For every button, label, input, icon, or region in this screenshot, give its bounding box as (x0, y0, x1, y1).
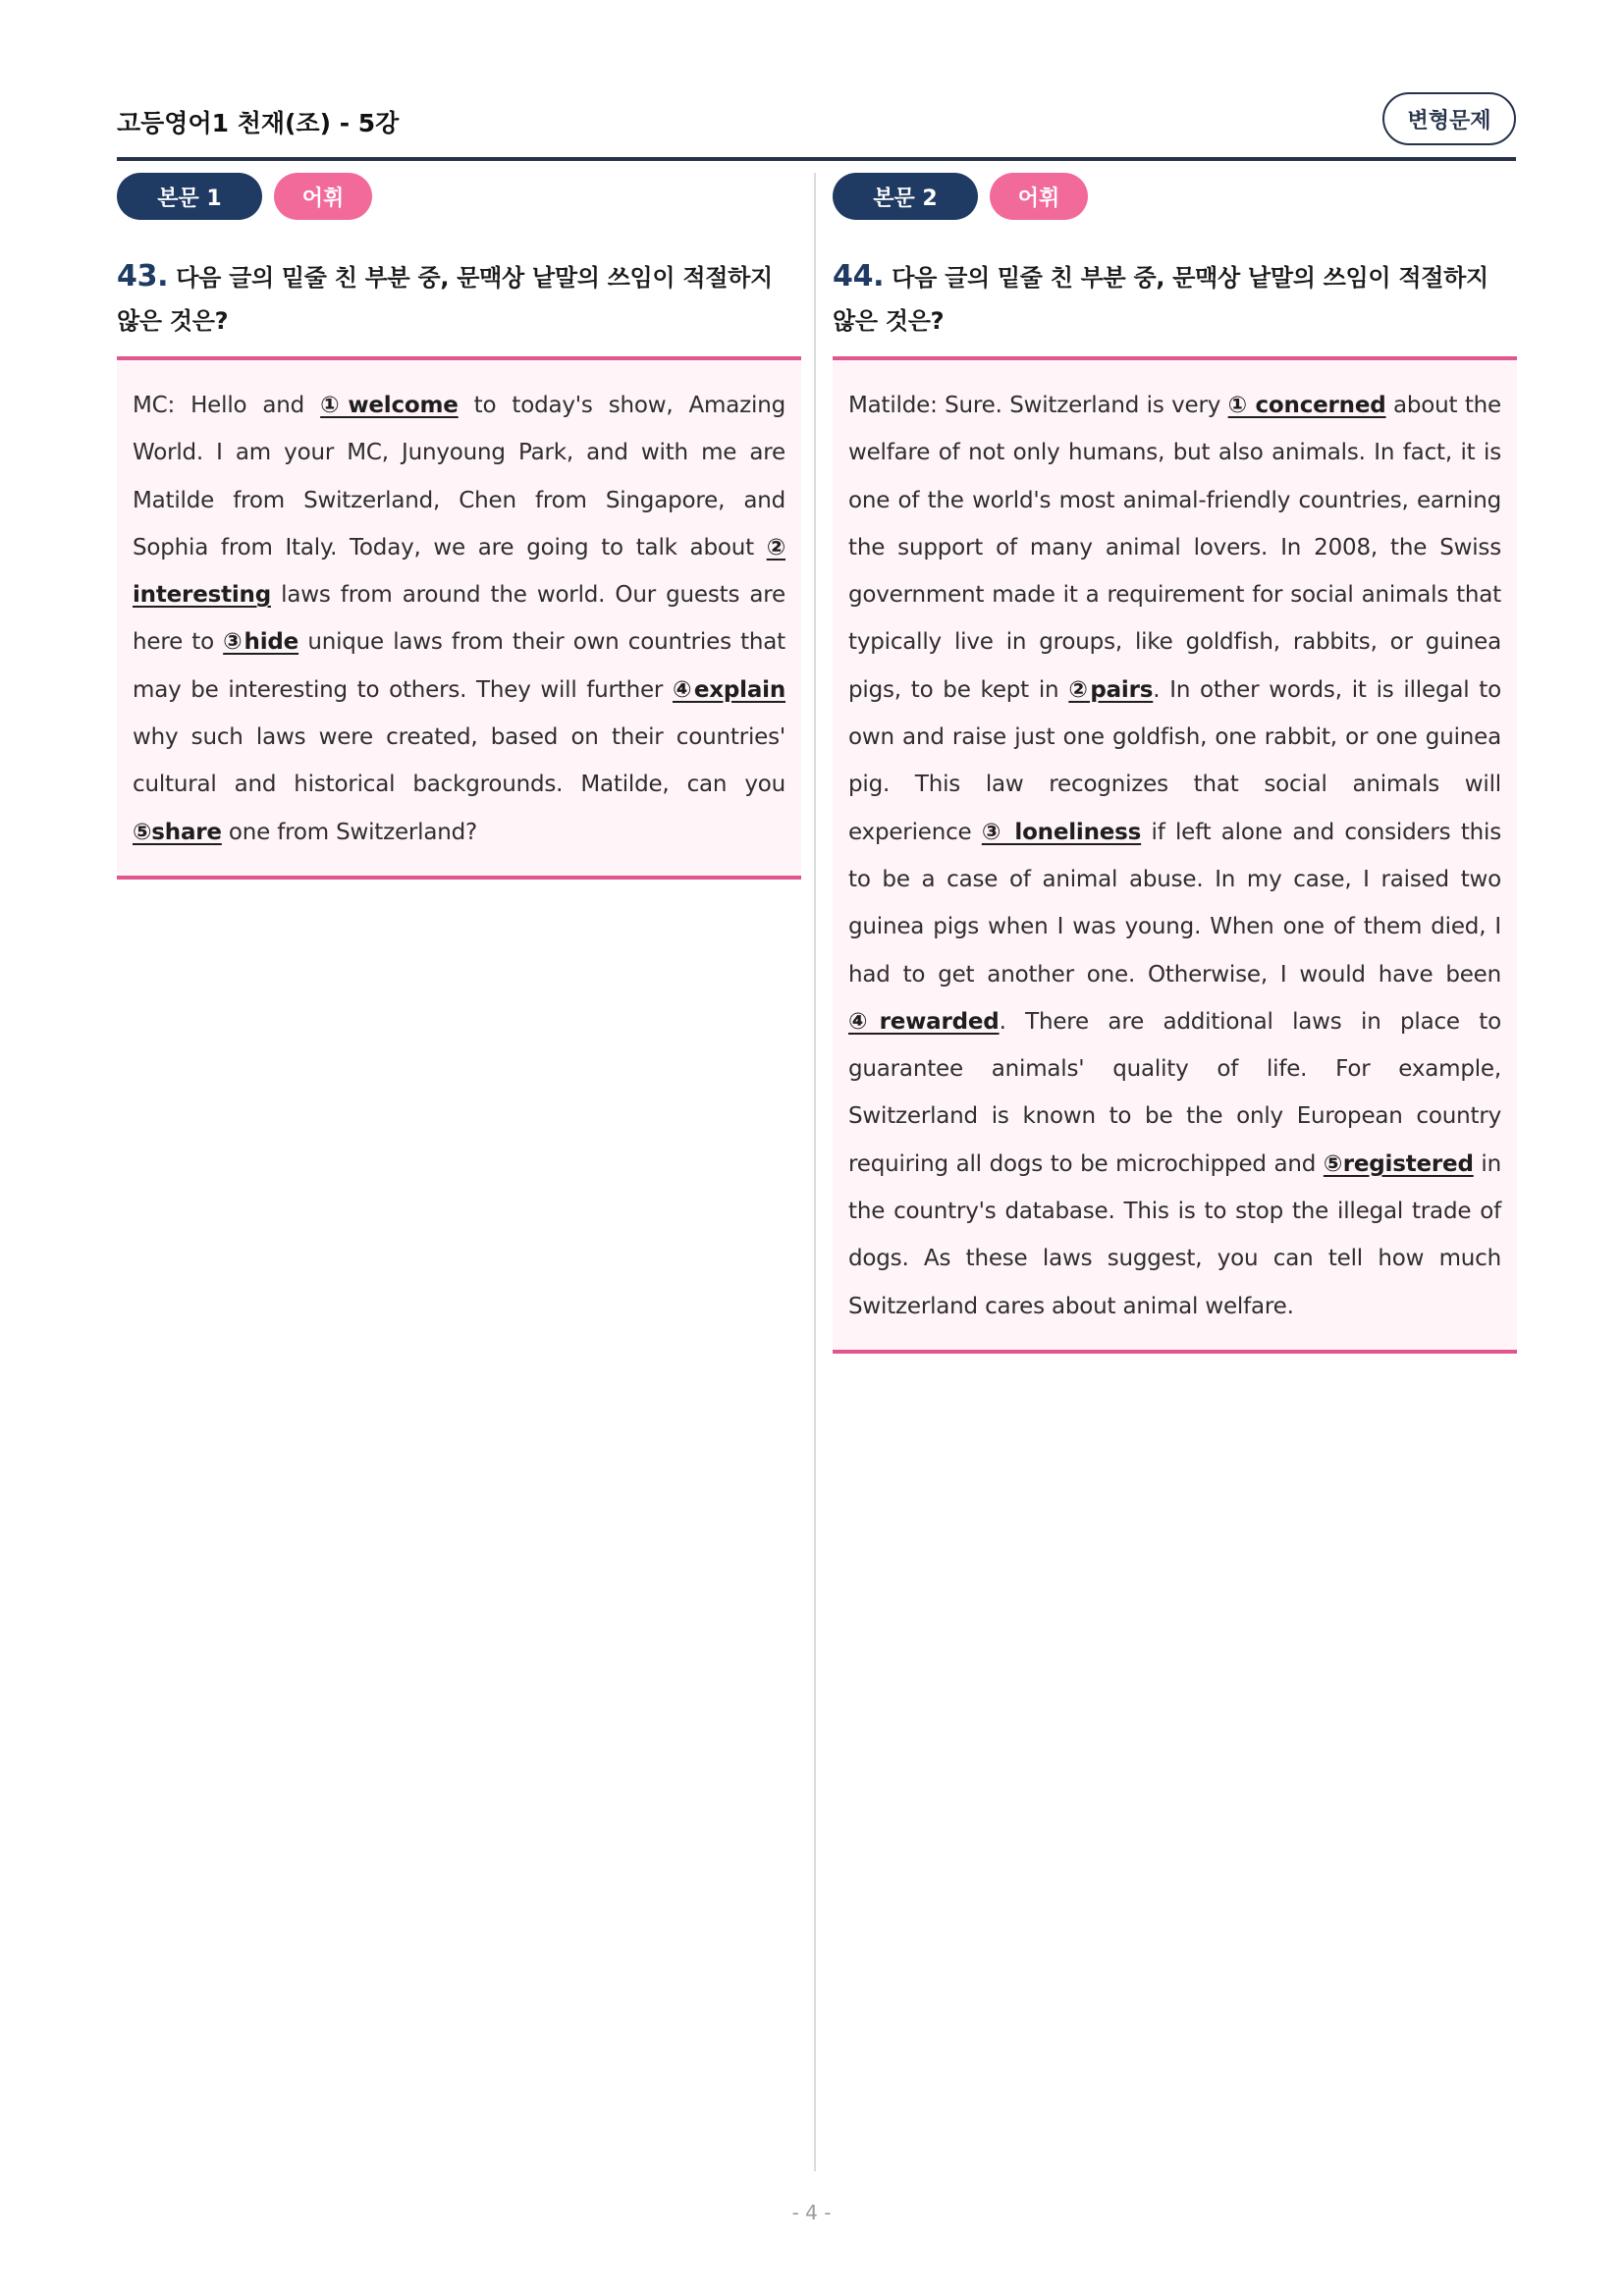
passage-segment: one from Switzerland? (221, 819, 478, 845)
underlined-option: ①welcome (320, 393, 459, 418)
underlined-option: ④rewarded (848, 1008, 1000, 1035)
underlined-option: ① concerned (1227, 393, 1386, 418)
left-column (117, 173, 801, 880)
passage-segment: laws from around the world. Our guests are here to (133, 582, 785, 656)
passage-segment: unique laws from their own countries that may be interesting to others. They will further (133, 629, 785, 703)
vocab-tag: 어휘 (990, 173, 1088, 220)
question-text: 다음 글의 밑줄 친 부분 중, 문맥상 낱말의 쓰임이 적절하지 않은 것은? (117, 264, 773, 335)
passage-segment: in the country's database. This is to stop the illegal trade of dogs. As these laws suggest, you can tell how much Switzerland cares about animal welfare. (848, 1150, 1501, 1319)
underlined-option: ② interesting (133, 534, 785, 609)
underlined-option: ②pairs (1068, 676, 1154, 703)
passage-segment: Matilde: Sure. Switzerland is very (848, 393, 1228, 418)
passage-segment: about the welfare of not only humans, but also animals. In fact, it is one of the world's most animal-friendly countries, earning the support of many animal lovers. In 2008, the Swiss government made it a requirement for social animals that typically live in groups, like goldfish, rabbits, or guinea pigs, to be kept in (848, 393, 1502, 703)
variant-badge: 변형문제 (1382, 92, 1516, 145)
question-text: 다음 글의 밑줄 친 부분 중, 문맥상 낱말의 쓰임이 적절하지 않은 것은? (833, 264, 1488, 335)
passage-box (117, 356, 801, 880)
passage-tag: 본문 2 (833, 173, 978, 220)
passage-box (833, 356, 1517, 1354)
page-number: - 4 - (791, 2201, 832, 2224)
passage-segment: if left alone and considers this to be a case of animal abuse. In my case, I raised two guinea pigs when I was young. When one of them died, I had to get another one. Otherwise, I would have been (848, 819, 1501, 988)
underlined-option: ③ loneliness (981, 819, 1142, 845)
passage-segment: . In other words, it is illegal to own and raise just one goldfish, one rabbit, or one guinea pig. This law recognizes that social animals will experience (848, 676, 1501, 845)
right-column (833, 173, 1517, 1354)
page-title: 고등영어1 천재(조) - 5강 (117, 109, 400, 137)
passage-text (133, 382, 785, 856)
underlined-option: ③hide (223, 629, 299, 656)
right-tags (833, 173, 1517, 222)
passage-tag: 본문 1 (117, 173, 262, 220)
vocab-tag: 어휘 (274, 173, 372, 220)
question-number: 43. (117, 259, 169, 294)
underlined-option: ⑤registered (1323, 1150, 1474, 1177)
question-number: 44. (833, 259, 885, 294)
passage-segment: . There are additional laws in place to guarantee animals' quality of life. For example, Switzerland is known to be the only European country requiring all dogs to be microchipped and (848, 1008, 1501, 1177)
question-44 (833, 255, 1517, 343)
left-tags (117, 173, 801, 222)
page-header (117, 90, 1516, 161)
column-divider (814, 173, 816, 2171)
passage-segment: MC: Hello and (133, 393, 321, 418)
passage-segment: why such laws were created, based on their countries' cultural and historical backgrounds. Matilde, can you (133, 724, 785, 798)
underlined-option: ⑤share (133, 819, 222, 845)
underlined-option: ④explain (672, 676, 785, 703)
passage-segment: to today's show, Amazing World. I am your MC, Junyoung Park, and with me are Matilde from Switzerland, Chen from Singapore, and Sophia from Italy. Today, we are going to talk about (133, 393, 785, 561)
question-43 (117, 255, 801, 343)
passage-text (848, 382, 1501, 1330)
